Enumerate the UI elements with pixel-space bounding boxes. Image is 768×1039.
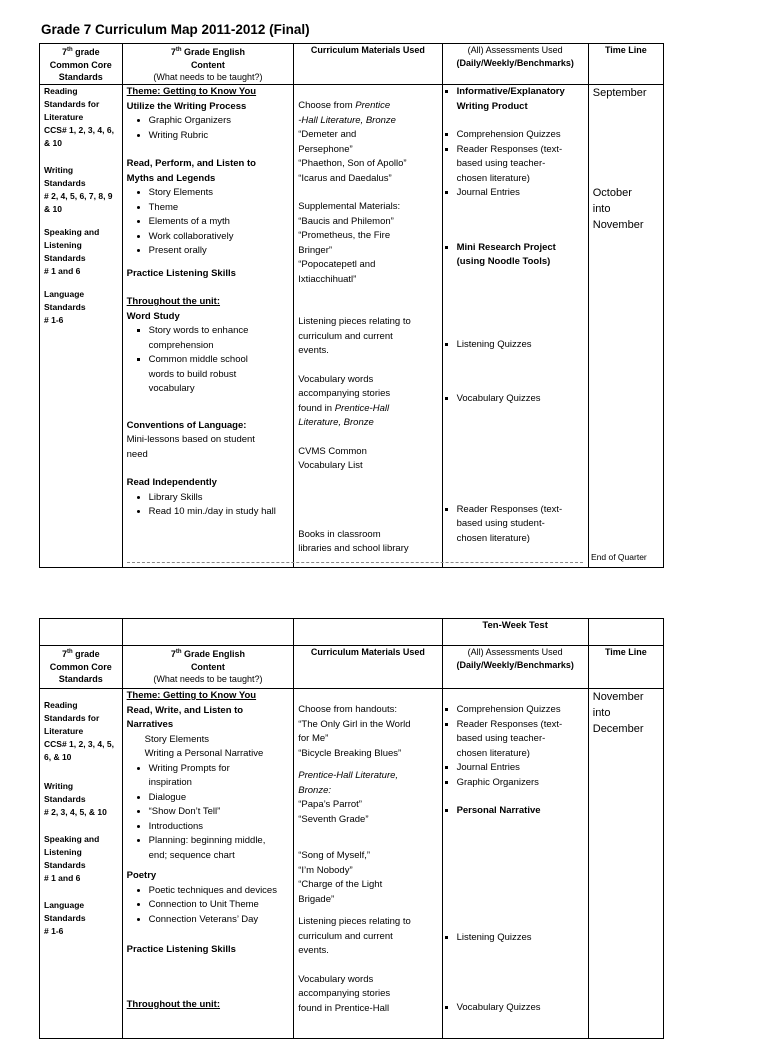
list-item: ▪ Reader Responses (text- based using teacher- chosen literature) (457, 143, 584, 187)
content-cell: Theme: Getting to Know You Read, Write, and Listen to Narratives Story Elements Writing a Personal Narrative • Writing Prompts for inspiration • Dialogue • “Show Don’t Tell” • Introductions • Planning: beginning middle, end; sequence chart Poetry • Poetic techniques and devices • Connection to Unit Theme • Connection Veterans’ Day Practice Listening Skills Throughout the unit: (122, 689, 294, 1039)
curriculum-table-1 (39, 43, 664, 568)
list-item: ▪ Story words to enhance comprehension (149, 324, 290, 353)
list-item: ▪ Reader Responses (text- based using teacher- chosen literature) (457, 718, 584, 762)
list-item: ▪ Graphic Organizers (457, 776, 584, 791)
header-materials: Curriculum Materials Used (294, 44, 442, 85)
list-item: • Writing Prompts for inspiration (149, 762, 290, 791)
content-row (40, 85, 664, 568)
assessments-cell (442, 85, 588, 568)
list-item: • Graphic Organizers (149, 114, 290, 129)
list-item: • Work collaboratively (149, 230, 290, 245)
timeline-cell: September October into November (588, 85, 663, 568)
materials-cell: Choose from handouts: “The Only Girl in the World for Me” “Bicycle Breaking Blues” Prentice-Hall Literature, Bronze: “Papa’s Parrot” “Seventh Grade” “Song of Myself,” “I’m Nobody” “Charge of the Light Brigade” Listening pieces relating to curriculum and current events. Vocabulary words accompanying stories found in Prentice-Hall (294, 689, 442, 1039)
list-item: • “Show Don’t Tell” (149, 805, 290, 820)
content-row (40, 689, 664, 1039)
list-item: ▪ Comprehension Quizzes (457, 703, 584, 718)
list-item: ▪ Listening Quizzes (457, 338, 584, 353)
divider (127, 562, 583, 563)
list-item: ▪ Personal Narrative (457, 804, 584, 819)
list-item: • Elements of a myth (149, 215, 290, 230)
unit-theme: Theme: Getting to Know You (126, 690, 257, 701)
ten-week-row (40, 619, 664, 646)
assessments-cell (442, 689, 588, 1039)
header-assessments: (All) Assessments Used (Daily/Weekly/Benchmarks) (442, 44, 588, 85)
header-materials: Curriculum Materials Used (294, 646, 442, 689)
list-item: • Connection to Unit Theme (149, 898, 290, 913)
list-item: • Poetic techniques and devices (149, 884, 290, 899)
header-assessments: (All) Assessments Used (Daily/Weekly/Benchmarks) (442, 646, 588, 689)
header-standards: 7th grade Common Core Standards (40, 44, 123, 85)
header-standards: 7th grade Common Core Standards (40, 646, 123, 689)
header-timeline: Time Line (588, 44, 663, 85)
list-item: • Story Elements (149, 186, 290, 201)
list-item: ▪ Common middle school words to build robust vocabulary (149, 353, 290, 397)
list-item: ▪ Listening Quizzes (457, 931, 584, 946)
header-content: 7th Grade English Content (What needs to be taught?) (122, 44, 294, 85)
timeline-cell: November into December (588, 689, 663, 1039)
unit-theme: Theme: Getting to Know You (126, 86, 257, 97)
page-title: Grade 7 Curriculum Map 2011-2012 (Final) (41, 22, 310, 37)
list-item: ▪ Vocabulary Quizzes (457, 392, 584, 407)
content-cell: Theme: Getting to Know You Utilize the Writing Process • Graphic Organizers • Writing Rubric Read, Perform, and Listen to Myths and Legends • Story Elements • Theme • Elements of a myth • Work collaboratively • Present orally Practice Listening Skills Throughout the unit: Word Study ▪ Story words to enhance comprehension ▪ Common middle school words to build robust vocabulary Conventions of Language: Mini-lessons based on student need Read Independently • Library Skills • Read 10 min./day in study hall (122, 85, 294, 568)
standards-cell: Reading Standards for Literature CCS# 1, 2, 3, 4, 6, & 10 Writing Standards # 2, 4, 5, 6, 7, 8, 9 & 10 Speaking and Listening Standards # 1 and 6 Language Standards # 1-6 (40, 85, 123, 568)
header-content: 7th Grade English Content (What needs to be taught?) (122, 646, 294, 689)
list-item: ▪ Mini Research Project (using Noodle Tools) (457, 241, 584, 270)
end-of-quarter-note: End of Quarter (591, 552, 647, 562)
list-item: ▪ Journal Entries (457, 186, 584, 201)
standards-cell: Reading Standards for Literature CCS# 1, 2, 3, 4, 5, 6, & 10 Writing Standards # 2, 3, 4, 5, & 10 Speaking and Listening Standards # 1 and 6 Language Standards # 1-6 (40, 689, 123, 1039)
header-timeline: Time Line (588, 646, 663, 689)
list-item: • Introductions (149, 820, 290, 835)
list-item: • Planning: beginning middle, end; sequence chart (149, 834, 290, 863)
list-item: • Connection Veterans’ Day (149, 913, 290, 928)
list-item: ▪ Comprehension Quizzes (457, 128, 584, 143)
list-item: ▪ Vocabulary Quizzes (457, 1001, 584, 1016)
list-item: • Read 10 min./day in study hall (149, 505, 290, 520)
list-item: ▪ Informative/Explanatory Writing Product (457, 85, 584, 114)
list-item: ▪ Journal Entries (457, 761, 584, 776)
ten-week-test-label: Ten-Week Test (442, 619, 588, 646)
list-item: • Writing Rubric (149, 129, 290, 144)
curriculum-table-2 (39, 618, 664, 1039)
materials-cell: Choose from Prentice -Hall Literature, Bronze “Demeter and Persephone” “Phaethon, Son of Apollo” “Icarus and Daedalus” Supplemental Materials: “Baucis and Philemon” “Prometheus, the Fire Bringer” “Popocatepetl and Ixtiacchihuatl” Listening pieces relating to curriculum and current events. Vocabulary words accompanying stories found in Prentice-Hall Literature, Bronze CVMS Common Vocabulary List Books in classroom libraries and school library (294, 85, 442, 568)
list-item: • Dialogue (149, 791, 290, 806)
list-item: • Theme (149, 201, 290, 216)
list-item: • Present orally (149, 244, 290, 259)
header-row (40, 646, 664, 689)
list-item: • Library Skills (149, 491, 290, 506)
header-row (40, 44, 664, 85)
list-item: ▪ Reader Responses (text- based using student- chosen literature) (457, 503, 584, 547)
